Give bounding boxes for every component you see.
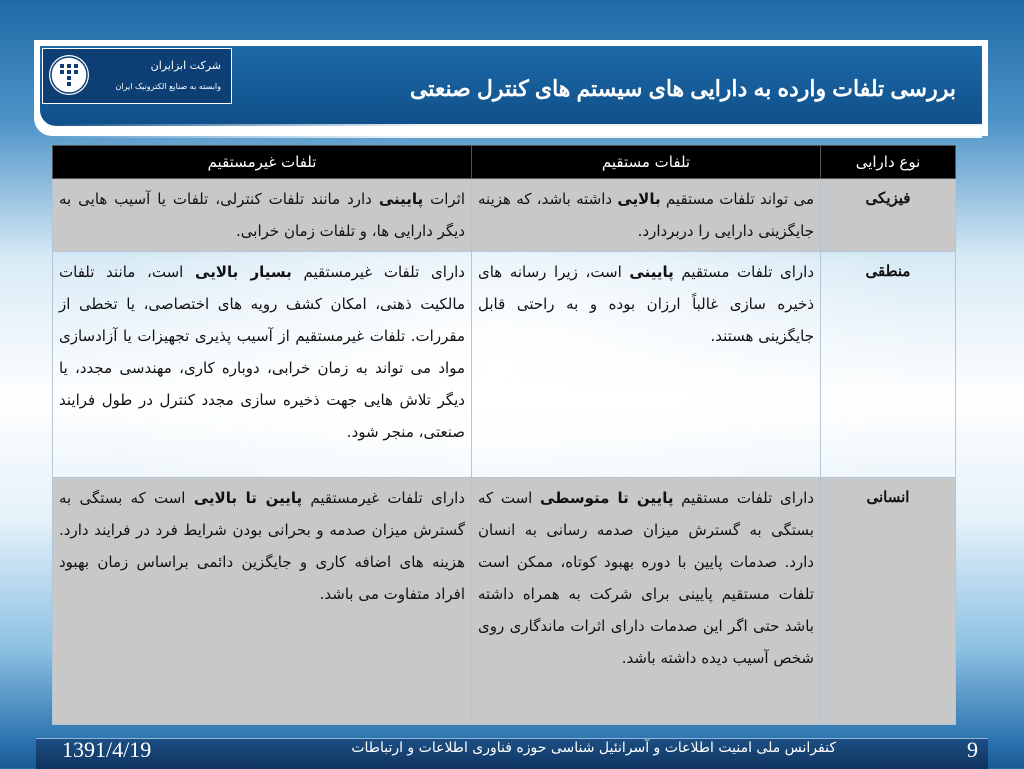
direct-loss-cell xyxy=(472,252,821,478)
table-row xyxy=(53,478,956,725)
header-bar xyxy=(40,46,982,126)
table-header-row xyxy=(53,146,956,179)
direct-loss-cell xyxy=(472,179,821,252)
cell-text: است، زیرا رسانه های ذخیره سازی غالباً ارزان بوده و به راحتی قابل جایگزینی هستند. xyxy=(478,263,814,345)
cell-text: است که بستگی به گسترش میزان صدمه و بحرانی بودن شرایط فرد در فرایند دارد. هزینه های اضافه کاری و جایگزین دائمی براساس زمان بهبود افراد متفاوت می باشد. xyxy=(59,489,465,603)
indirect-loss-cell xyxy=(53,478,472,725)
asset-type-cell: انسانی xyxy=(821,478,956,725)
company-logo xyxy=(42,48,232,104)
cell-emphasis: پایین تا بالایی xyxy=(193,489,303,507)
cell-text: دارد مانند تلفات کنترلی، تلفات یا آسیب هایی به دیگر دارایی ها، و تلفات زمان خرابی. xyxy=(59,190,465,240)
cell-emphasis: پایینی xyxy=(378,190,424,208)
cell-text: داشته باشد، که هزینه جایگزینی دارایی را دربردارد. xyxy=(478,190,814,240)
company-tagline: وابسته به صنایع الکترونیک ایران xyxy=(115,82,221,91)
asset-type-cell: منطقی xyxy=(821,252,956,478)
cell-text: دارای تلفات مستقیم xyxy=(673,263,815,281)
header-asset-type: نوع دارایی xyxy=(821,146,956,179)
company-name: شرکت ابزایران xyxy=(150,59,221,72)
table-row xyxy=(53,179,956,252)
asset-type-cell: فیزیکی xyxy=(821,179,956,252)
company-logo-icon xyxy=(49,55,89,95)
header-indirect-loss: تلفات غیرمستقیم xyxy=(53,146,472,179)
cell-text: اثرات xyxy=(423,190,465,208)
header-direct-loss: تلفات مستقیم xyxy=(472,146,821,179)
cell-emphasis: بسیار بالایی xyxy=(195,263,292,281)
indirect-loss-cell xyxy=(53,179,472,252)
cell-text: دارای تلفات غیرمستقیم xyxy=(291,263,465,281)
header-frame xyxy=(34,40,988,136)
cell-emphasis: بالایی xyxy=(617,190,661,208)
slide-title: بررسی تلفات وارده به دارایی های سیستم های کنترل صنعتی xyxy=(409,76,956,101)
cell-text: می تواند تلفات مستقیم xyxy=(660,190,814,208)
footer-conference-name: کنفرانس ملی امنیت اطلاعات و آسرانئیل شناسی حوزه فناوری اطلاعات و ارتباطات xyxy=(351,740,836,756)
table-row xyxy=(53,252,956,478)
direct-loss-cell xyxy=(472,478,821,725)
indirect-loss-cell xyxy=(53,252,472,478)
footer-bar xyxy=(36,738,988,769)
asset-loss-table xyxy=(52,145,956,725)
footer-date: 1391/4/19 xyxy=(62,737,152,762)
cell-emphasis: پایین تا متوسطی xyxy=(540,489,674,507)
cell-text: دارای تلفات مستقیم xyxy=(673,489,814,507)
page-number: 9 xyxy=(967,737,978,762)
cell-text: است که بستگی به گسترش میزان صدمه رسانی به انسان دارد. صدمات پایین با دوره بهبود کوتاه، ممکن است تلفات مستقیم پایینی برای شرکت به همراه داشته باشد حتی اگر این صدمات دارای اثرات ماندگاری روی شخص آسیب دیده داشته باشد. xyxy=(478,489,814,667)
cell-text: است، مانند تلفات مالکیت ذهنی، امکان کشف رویه های اختصاصی، یا تخطی از مقررات. تلفات غیرمستقیم از آسیب پذیری تجهیزات یا آزادسازی مواد می تواند به زمان خرابی، دوباره کاری، مهندسی مجدد، یا دیگر تلاش هایی جهت ذخیره سازی مجدد کنترل در طول فرایند صنعتی، منجر شود. xyxy=(59,263,465,441)
cell-emphasis: پایینی xyxy=(629,263,674,281)
cell-text: دارای تلفات غیرمستقیم xyxy=(302,489,465,507)
